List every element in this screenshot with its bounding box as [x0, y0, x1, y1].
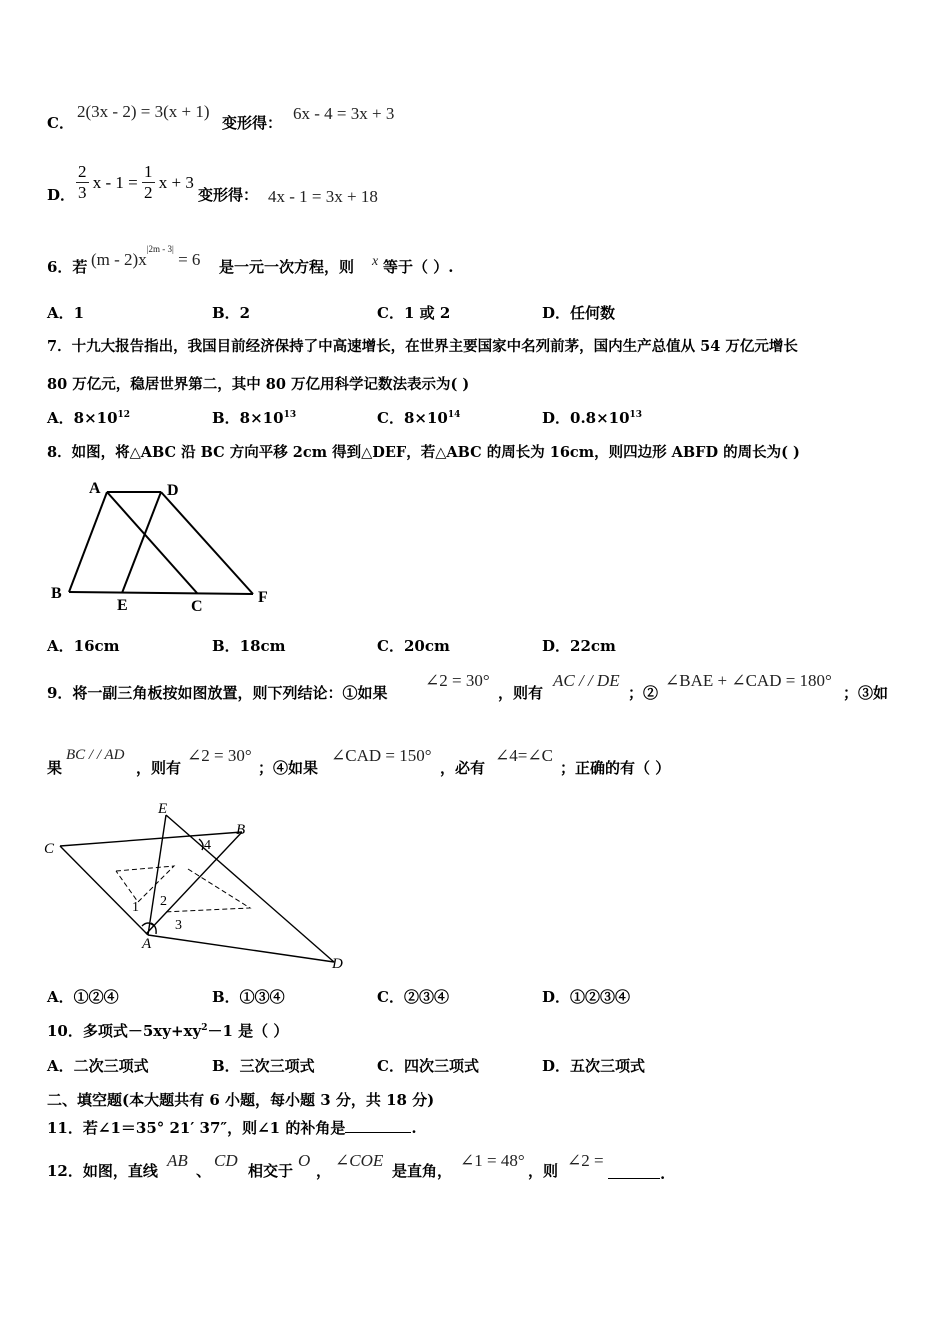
q6-suffix: 等于（ ）. — [383, 258, 454, 276]
q8-segment-bf — [69, 592, 253, 594]
q8-label-e: E — [117, 597, 128, 614]
q12-expr-o: O — [298, 1151, 311, 1170]
q7-option-c-exp: 14 — [447, 410, 461, 420]
q9-option-d: D．①②③④ — [542, 988, 631, 1006]
q10-exp: 2 — [201, 1023, 208, 1033]
q6-expr-rhs: = 6 — [178, 250, 201, 269]
q10-option-b: B．三次三项式 — [212, 1057, 315, 1075]
q12-sep-1: 、 — [196, 1162, 212, 1180]
q5c-label: C． — [47, 114, 74, 132]
q10-option-c: C．四次三项式 — [377, 1057, 479, 1075]
q9-text-9: ；正确的有（ ） — [560, 759, 671, 777]
q8-option-d: D．22cm — [542, 637, 616, 655]
q12-sep-3: ， — [316, 1162, 332, 1180]
q9-expr-7: ∠4=∠C — [495, 746, 553, 765]
q6-expression — [91, 244, 201, 269]
q5c-result: 6x - 4 = 3x + 3 — [293, 104, 395, 123]
q8-option-b: B．18cm — [212, 637, 286, 655]
q9-label-3: 3 — [175, 918, 182, 933]
q6-mid: 是一元一次方程，则 — [219, 258, 355, 276]
q12-expr-cd: CD — [214, 1151, 238, 1170]
q9-option-b: B．①③④ — [212, 988, 285, 1006]
q11-answer-blank[interactable] — [345, 1118, 411, 1133]
q7-option-b-exp: 13 — [283, 410, 297, 420]
q6-expr-exponent: |2m - 3| — [146, 244, 174, 255]
q12-prefix: 12．如图，直线 — [47, 1162, 158, 1180]
q9-expr-6: ∠CAD = 150° — [331, 746, 432, 765]
q9-label-d: D — [332, 956, 343, 972]
q10-pre: 10．多项式－5xy+xy — [47, 1022, 202, 1040]
q9-line-ba — [146, 832, 242, 934]
q7-option-d — [542, 411, 642, 426]
q12-sep-2: 相交于 — [248, 1162, 294, 1180]
q5-option-c — [47, 116, 74, 131]
q9-label-a: A — [142, 936, 152, 952]
q5d-eq-part-a: x - 1 = — [92, 173, 138, 192]
q8-label-b: B — [51, 585, 62, 602]
q9-expr-2: AC / / DE — [553, 671, 620, 690]
q6-option-d: D．任何数 — [542, 304, 616, 322]
q6-option-a: A．1 — [47, 304, 85, 322]
q12-answer — [608, 1164, 665, 1182]
q9-expr-3: ∠BAE + ∠CAD = 180° — [665, 671, 832, 690]
q10-option-a: A．二次三项式 — [47, 1057, 149, 1075]
q7-option-c-base: C．8×10 — [377, 409, 448, 427]
q7-line1: 7．十九大报告指出，我国目前经济保持了中高速增长，在世界主要国家中名列前茅，国内生产总值从 54 万亿元增长 — [47, 338, 798, 355]
q9-line-ad — [148, 935, 334, 962]
q5c-equation: 2(3x - 2) = 3(x + 1) — [77, 102, 210, 121]
q11-question: 11．若∠1＝35° 21′ 37″，则∠1 的补角是 — [47, 1119, 346, 1137]
q9-text-1: 9．将一副三角板按如图放置，则下列结论：①如果 — [47, 684, 388, 702]
q5d-transform-label: 变形得： — [198, 186, 259, 204]
q8-segment-ab — [69, 492, 107, 592]
q7-option-a-base: A．8×10 — [47, 409, 118, 427]
q7-option-a — [47, 411, 130, 426]
q9-label-b: B — [236, 822, 246, 838]
q7-option-b — [212, 411, 296, 426]
q12-answer-blank[interactable] — [608, 1164, 660, 1179]
q10-option-d: D．五次三项式 — [542, 1057, 646, 1075]
q8-label-d: D — [167, 482, 179, 499]
q11-text — [47, 1118, 417, 1136]
q8-text: 8．如图，将△ABC 沿 BC 方向平移 2cm 得到△DEF，若△ABC 的周长为 16cm，则四边形 ABFD 的周长为( ) — [47, 444, 800, 461]
q5d-label: D． — [47, 186, 76, 204]
q7-line2: 80 万亿元，稳居世界第二，其中 80 万亿用科学记数法表示为( ) — [47, 376, 470, 393]
q9-text-3: ；② — [628, 684, 659, 702]
q9-option-c: C．②③④ — [377, 988, 449, 1006]
q7-option-a-exp: 12 — [117, 410, 131, 420]
q6-expr-base: (m - 2)x — [91, 250, 147, 269]
q10-post: －1 是（ ） — [207, 1022, 289, 1040]
q8-segment-de — [122, 492, 161, 593]
q9-expr-1: ∠2 = 30° — [425, 671, 490, 690]
fraction-one-half: $\frac{1}{2}$ — [144, 162, 153, 202]
q9-line-ea — [148, 815, 166, 935]
q7-option-b-base: B．8×10 — [212, 409, 284, 427]
q9-figure — [42, 798, 352, 978]
q12-end: . — [660, 1165, 666, 1183]
q9-line-cb — [60, 832, 242, 846]
fraction-two-thirds: $\frac{2}{3}$ — [78, 162, 87, 202]
q9-text-4: ；③如 — [843, 684, 889, 702]
q8-label-c: C — [191, 598, 203, 615]
q9-label-4: 4 — [204, 838, 211, 853]
q5d-result: 4x - 1 = 3x + 18 — [268, 187, 378, 206]
q7-option-d-base: D．0.8×10 — [542, 409, 630, 427]
q6-prefix: 6．若 — [47, 258, 88, 276]
q8-label-a: A — [89, 480, 101, 497]
q5d-equation — [76, 162, 194, 203]
q9-text-2: ，则有 — [498, 684, 544, 702]
q6-variable: x — [372, 254, 379, 269]
q6-option-c: C．1 或 2 — [377, 304, 451, 322]
q10-text — [47, 1024, 288, 1039]
section-2-title: 二、填空题(本大题共有 6 小题，每小题 3 分，共 18 分) — [47, 1091, 435, 1109]
q5c-transform-label: 变形得： — [222, 114, 283, 132]
q9-text-7: ；④如果 — [258, 759, 319, 777]
q9-label-1: 1 — [132, 900, 139, 915]
q8-label-f: F — [258, 589, 268, 606]
q8-option-a: A．16cm — [47, 637, 120, 655]
q12-expr-angle1: ∠1 = 48° — [460, 1151, 525, 1170]
q9-text-6: ，则有 — [136, 759, 182, 777]
q8-segment-ac — [107, 492, 197, 593]
q7-option-d-exp: 13 — [629, 410, 643, 420]
q8-figure — [45, 478, 285, 618]
q11-end: . — [411, 1119, 417, 1137]
q9-line-ca — [60, 846, 148, 935]
q9-text-8: ，必有 — [440, 759, 486, 777]
q7-option-c — [377, 411, 460, 426]
q12-expr-coe: ∠COE — [335, 1151, 384, 1170]
q9-expr-5: ∠2 = 30° — [187, 746, 252, 765]
q6-option-b: B．2 — [212, 304, 251, 322]
q9-label-2: 2 — [160, 894, 167, 909]
q12-expr-angle2: ∠2 = — [567, 1151, 604, 1170]
q12-sep-4: 是直角， — [392, 1162, 453, 1180]
q9-line-ed — [166, 815, 334, 962]
q12-expr-ab: AB — [167, 1151, 188, 1170]
q8-option-c: C．20cm — [377, 637, 450, 655]
q9-text-5: 果 — [47, 759, 63, 777]
q9-expr-4: BC / / AD — [66, 747, 125, 763]
q9-option-a: A．①②④ — [47, 988, 119, 1006]
q8-segment-df — [161, 492, 253, 594]
q9-dashed-triangle-right — [164, 869, 250, 912]
q5d-eq-part-b: x + 3 — [158, 173, 194, 192]
q9-label-c: C — [44, 841, 55, 857]
q12-sep-5: ，则 — [528, 1162, 559, 1180]
q9-label-e: E — [158, 801, 168, 817]
